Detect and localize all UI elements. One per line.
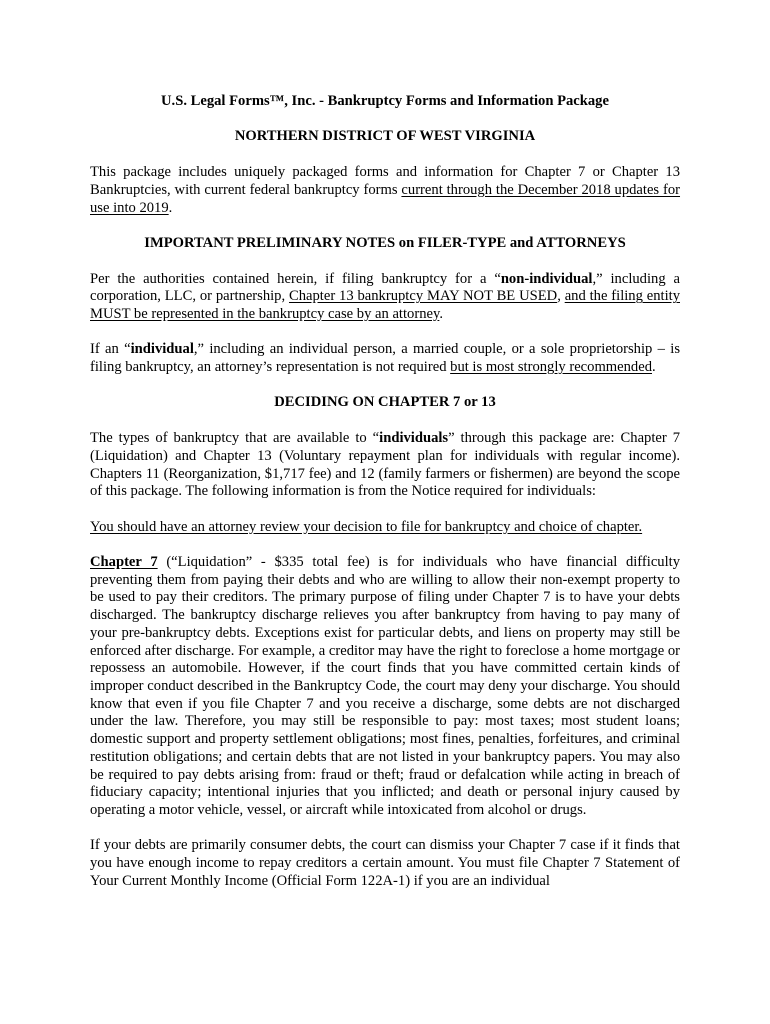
- consumer-debts-paragraph: If your debts are primarily consumer debts, the court can dismiss your Chapter 7 case if it finds that you have enough income to repay creditors a certain amount. You must file Chapter 7 Statement of Your Current Monthly Income (Official Form 122A-1) if you are an individual: [90, 837, 680, 889]
- notes-heading: IMPORTANT PRELIMINARY NOTES on FILER-TYPE and ATTORNEYS: [144, 234, 626, 251]
- deciding-heading: DECIDING ON CHAPTER 7 or 13: [274, 394, 496, 411]
- attorney-review-paragraph: You should have an attorney review your decision to file for bankruptcy and choice of chapter.: [90, 518, 643, 535]
- intro-paragraph: This package includes uniquely packaged forms and information for Chapter 7 or Chapter 13 Bankruptcies, with current federal bankruptcy forms current through the December 2018 updates for use into 2019.: [90, 164, 681, 216]
- bankruptcy-types-paragraph: The types of bankruptcy that are available to “individuals” through this package are: Chapter 7 (Liquidation) and Chapter 13 (Voluntary repayment plan for individuals with regular income). Chapters 11 (Reorganization, $1,717 fee) and 12 (family farmers or fishermen) are beyond the scope of this package. The following information is from the Notice required for individuals:: [90, 430, 680, 500]
- chapter7-label: Chapter 7: [90, 554, 158, 571]
- document-title: U.S. Legal Forms™, Inc. - Bankruptcy Forms and Information Package: [161, 93, 609, 109]
- individual-paragraph: If an “individual,” including an individual person, a married couple, or a sole proprietorship – is filing bankruptcy, an attorney’s representation is not required but is most strongly recommended.: [90, 341, 680, 376]
- district-heading: NORTHERN DISTRICT OF WEST VIRGINIA: [234, 128, 536, 145]
- chapter7-paragraph: Chapter 7 (“Liquidation” - $335 total fee) is for individuals who have financial difficulty preventing them from paying their debts and who are willing to allow their non-exempt property to be used to pay their creditors. The primary purpose of filing under Chapter 7 is to have your debts discharged. The bankruptcy discharge relieves you after bankruptcy from having to pay many of your pre-bankruptcy debts. Exceptions exist for particular debts, and liens on property may still be enforced after discharge. For example, a creditor may have the right to foreclose a home mortgage or repossess an automobile. However, if the court finds that you have committed certain kinds of improper conduct described in the Bankruptcy Code, the court may deny your discharge. You should know that even if you file Chapter 7 and you receive a discharge, some debts are not discharged under the law. Therefore, you may still be responsible to pay: most taxes; most student loans; domestic support and property settlement obligations; most fines, penalties, forfeitures, and criminal restitution obligations; and certain debts that are not listed in your bankruptcy papers. You may also be required to pay debts arising from: fraud or theft; fraud or defalcation while acting in breach of fiduciary capacity; intentional injuries that you inflicted; and death or personal injury caused by operating a motor vehicle, vessel, or aircraft while intoxicated from alcohol or drugs.: [90, 554, 680, 818]
- non-individual-paragraph: Per the authorities contained herein, if filing bankruptcy for a “non-individual,” including a corporation, LLC, or partnership, Chapter 13 bankruptcy MAY NOT BE USED, and the filing entity MUST be represented in the bankruptcy case by an attorney.: [90, 270, 680, 322]
- forms-currency-note: current through the December 2018 updates for use into 2019: [90, 181, 681, 216]
